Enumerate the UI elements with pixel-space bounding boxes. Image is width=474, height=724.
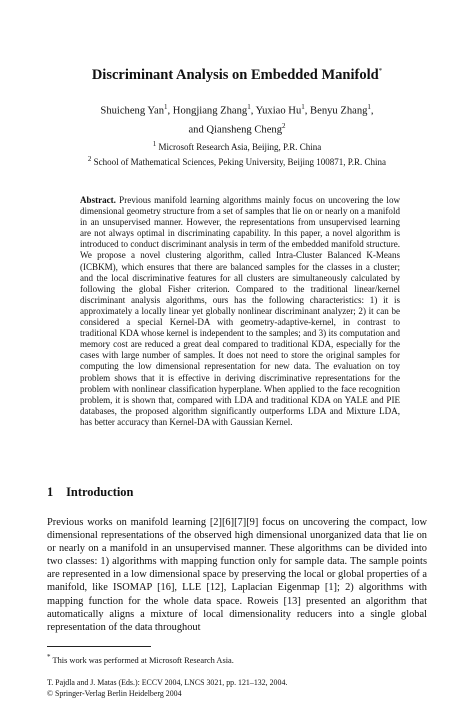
author-conjunction: and	[188, 124, 204, 136]
section-title: Introduction	[66, 485, 134, 499]
author-affil-mark: 1	[301, 103, 305, 111]
author: Hongjiang Zhang	[172, 105, 248, 117]
title-footnote-mark: *	[378, 67, 383, 75]
section-heading	[47, 485, 133, 500]
affil-text: School of Mathematical Sciences, Peking University, Beijing 100871, P.R. China	[93, 157, 387, 167]
author-line-1: Shuicheng Yan$^1$, Hongjiang Zhang$^1$, Yuxiao Hu$^1$, Benyu Zhang$^1$,	[100, 103, 374, 117]
footnote-mark: *	[47, 653, 51, 661]
citation-line: T. Pajdla and J. Matas (Eds.): ECCV 2004, LNCS 3021, pp. 121–132, 2004.	[47, 678, 288, 687]
affil-text: Microsoft Research Asia, Beijing, P.R. China	[158, 142, 322, 152]
paper-title	[40, 62, 434, 84]
abstract-label: Abstract.	[80, 195, 116, 205]
author: Benyu Zhang	[310, 105, 368, 117]
author: Qiansheng Cheng	[206, 124, 283, 136]
footnote-divider	[47, 646, 151, 647]
author: Yuxiao Hu	[255, 105, 302, 117]
author: Shuicheng Yan	[100, 105, 164, 117]
footnote	[47, 652, 234, 666]
author-line-2	[40, 119, 434, 138]
affiliation	[40, 138, 434, 153]
author-affil-mark: 1	[367, 103, 371, 111]
title-text: Discriminant Analysis on Embedded Manifold	[91, 66, 379, 83]
affil-mark: 2	[87, 155, 92, 163]
affil-mark: 1	[152, 140, 157, 148]
copyright-line: © Springer-Verlag Berlin Heidelberg 2004	[47, 688, 182, 698]
abstract-text: Previous manifold learning algorithms mainly focus on uncovering the low dimensional geometry structure from a set of samples that lie on or nearly on a manifold in an unsupervised manner. However, the representations from unsupervised learning are not always optimal in discriminating capability. In this paper, a novel algorithm is introduced to conduct discriminant analysis in term of the embedded manifold structure. We propose a novel clustering algorithm, called Intra-Cluster Balanced K-Means (ICBKM), which ensures that there are balanced samples for the classes in a cluster; and the local discriminative features for all clusters are simultaneously calculated by following the global Fisher criterion. Compared to the traditional linear/kernel discriminant analysis algorithms, ours has the following characteristics: 1) it is approximately a locally linear yet globally nonlinear discriminant analyzer; 2) it can be considered a special Kernel-DA with geometry-adaptive-kernel, in contrast to traditional KDA whose kernel is independent to the samples; and 3) its computation and memory cost are reduced a great deal compared to traditional KDA, especially for the cases with large number of samples. It does not need to store the original samples for computing the low dimensional representation for new data. The evaluation on toy problem shows that it is effective in deriving discriminative representations for the problem with nonlinear classification hyperplane. When applied to the face recognition problem, it is shown that, compared with LDA and traditional KDA on YALE and PIE databases, the proposed algorithm significantly outperforms LDA and Mixture LDA, has better accuracy than Kernel-DA with Gaussian Kernel.	[80, 195, 400, 427]
abstract	[80, 195, 400, 428]
author-affil-mark: 2	[282, 121, 286, 130]
section-number: 1	[47, 485, 54, 499]
affiliation	[40, 153, 434, 168]
author-affil-mark: 1	[164, 103, 168, 111]
intro-paragraph: Previous works on manifold learning [2][6][7][9] focus on uncovering the compact, low dimensional representations of the observed high dimensional unorganized data that lie on or nearly on a manifold in an unsupervised manner. These algorithms can be divided into two classes: 1) algorithms with mapping function only for sample data. The sample points are represented in a low dimensional space by preserving the local or global properties of a manifold, like ISOMAP [16], LLE [12], Laplacian Eigenmap [1]; 2) algorithms with mapping function for the whole data space. Roweis [13] presented an algorithm that automatically aligns a mixture of local dimensionality reducers into a single global representation of the data throughout	[47, 517, 427, 633]
footnote-text: This work was performed at Microsoft Research Asia.	[52, 655, 234, 665]
author-affil-mark: 1	[247, 103, 251, 111]
affiliations	[40, 138, 434, 168]
author-list	[40, 100, 434, 137]
publisher-info	[47, 678, 287, 699]
